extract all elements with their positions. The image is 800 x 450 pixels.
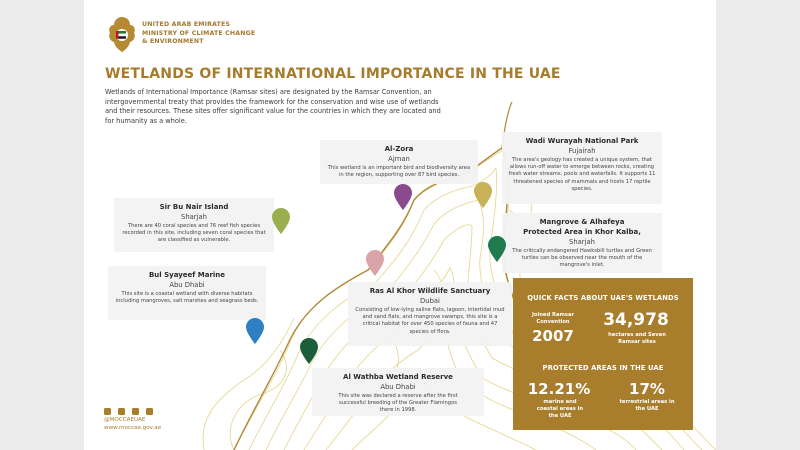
youtube-icon[interactable] xyxy=(132,408,139,415)
site-name: Wadi Wurayah National Park xyxy=(525,137,639,145)
terrestrial-value: 17% xyxy=(629,380,665,398)
site-card-khor-kalba xyxy=(502,213,662,273)
site-description: The critically endangered Hawksbill turtles and Green turtles can be observed near the mouth of the mangrove's inlet. xyxy=(512,248,652,269)
pin-al-zora-icon[interactable] xyxy=(394,184,412,210)
site-card-wadi-wurayah xyxy=(502,132,662,204)
pin-khor-kalba-icon[interactable] xyxy=(488,236,506,262)
uae-emblem-icon xyxy=(106,14,138,54)
page-title: WETLANDS OF INTERNATIONAL IMPORTANCE IN THE UAE xyxy=(105,66,561,82)
site-name: Bul Syayeef Marine xyxy=(148,271,226,279)
site-emirate: Abu Dhabi xyxy=(169,281,205,289)
pin-fill xyxy=(300,338,318,364)
instagram-icon[interactable] xyxy=(146,408,153,415)
marine-caption: marine and coastal areas in the UAE xyxy=(536,399,584,419)
hectares-caption: hectares and Seven Ramsar sites xyxy=(608,332,666,345)
site-description: This site is a coastal wetland with diverse habitats including mangroves, salt marshes and seagrass beds. xyxy=(115,291,259,305)
pin-fill xyxy=(366,250,384,276)
pin-fill xyxy=(272,208,290,234)
site-card-ras-al-khor xyxy=(348,282,512,346)
quick-facts-heading: QUICK FACTS ABOUT UAE'S WETLANDS xyxy=(527,294,679,302)
site-name: Ras Al Khor Wildlife Sanctuary xyxy=(369,287,491,295)
facebook-icon[interactable] xyxy=(118,408,125,415)
pin-fill xyxy=(488,236,506,262)
pin-fill xyxy=(246,318,264,344)
twitter-icon[interactable] xyxy=(104,408,111,415)
pin-al-wathba-icon[interactable] xyxy=(300,338,318,364)
pin-sir-bu-nair-icon[interactable] xyxy=(272,208,290,234)
site-description: The area's geology has created a unique system, that allows run-off water to emerge between rocks, creating fresh water streams, pools and waterfalls. It supports 11 threatened species of mammals and hosts 17 reptile species. xyxy=(508,157,656,192)
site-emirate: Abu Dhabi xyxy=(380,383,416,391)
site-description: This site was declared a reserve after the first successful breeding of the Greater Flamingos there in 1998. xyxy=(338,393,458,414)
site-card-bul-syayeef xyxy=(108,266,266,320)
protected-heading: PROTECTED AREAS IN THE UAE xyxy=(542,364,664,372)
site-description: This wetland is an important bird and biodiversity area in the region, supporting over 87 bird species. xyxy=(327,165,471,179)
site-name: Al-Zora xyxy=(384,145,414,153)
site-emirate: Sharjah xyxy=(569,238,595,246)
social-handle[interactable]: @MOCCAEUAE xyxy=(104,417,146,423)
joined-year: 2007 xyxy=(532,327,574,345)
site-description: Consisting of low-lying saline flats, lagoon, intertidal mud and sand flats, and mangrove swamps, this site is a critical habitat for over 450 species of fauna and 47 species of flora. xyxy=(355,307,505,335)
pin-wadi-wurayah-icon[interactable] xyxy=(474,182,492,208)
ministry-line-1: UNITED ARAB EMIRATES xyxy=(142,21,231,28)
site-card-al-zora xyxy=(320,140,478,184)
site-emirate: Ajman xyxy=(388,155,410,163)
pin-fill xyxy=(394,184,412,210)
ministry-name xyxy=(142,21,255,47)
ministry-line-3: & ENVIRONMENT xyxy=(142,38,204,46)
infographic-card xyxy=(84,0,716,450)
site-description: There are 40 coral species and 76 reef fish species recorded in this site, including seven coral species that are classified as vulnerable. xyxy=(122,223,266,244)
site-emirate: Sharjah xyxy=(181,213,207,221)
website-link[interactable]: www.moccae.gov.ae xyxy=(104,425,162,431)
site-card-sir-bu-nair xyxy=(114,198,274,252)
marine-value: 12.21% xyxy=(527,380,591,398)
terrestrial-caption: terrestrial areas in the UAE xyxy=(619,399,675,412)
site-card-al-wathba xyxy=(312,368,484,416)
intro-paragraph: Wetlands of International Importance (Ramsar sites) are designated by the Ramsar Convention, an intergovernmental treaty that provides the framework for the conservation and wise use of wetlands and their resources. These sites offer significant value for the countries in which they are located and for humanity as a whole. xyxy=(105,88,441,125)
joined-caption: Joined Ramsar Convention xyxy=(531,312,575,325)
site-name: Sir Bu Nair Island xyxy=(159,203,229,211)
site-emirate: Fujairah xyxy=(568,147,596,155)
pin-ras-al-khor-icon[interactable] xyxy=(366,250,384,276)
site-name: Al Wathba Wetland Reserve xyxy=(343,373,453,381)
ministry-line-2: MINISTRY OF CLIMATE CHANGE xyxy=(142,29,256,37)
hectares-value: 34,978 xyxy=(603,310,669,330)
site-name: Mangrove & Alhafeya Protected Area in Khor Kalba, xyxy=(523,218,641,236)
site-emirate: Dubai xyxy=(420,297,440,305)
pin-bul-syayeef-icon[interactable] xyxy=(246,318,264,344)
quick-facts-panel xyxy=(513,278,693,430)
pin-fill xyxy=(474,182,492,208)
